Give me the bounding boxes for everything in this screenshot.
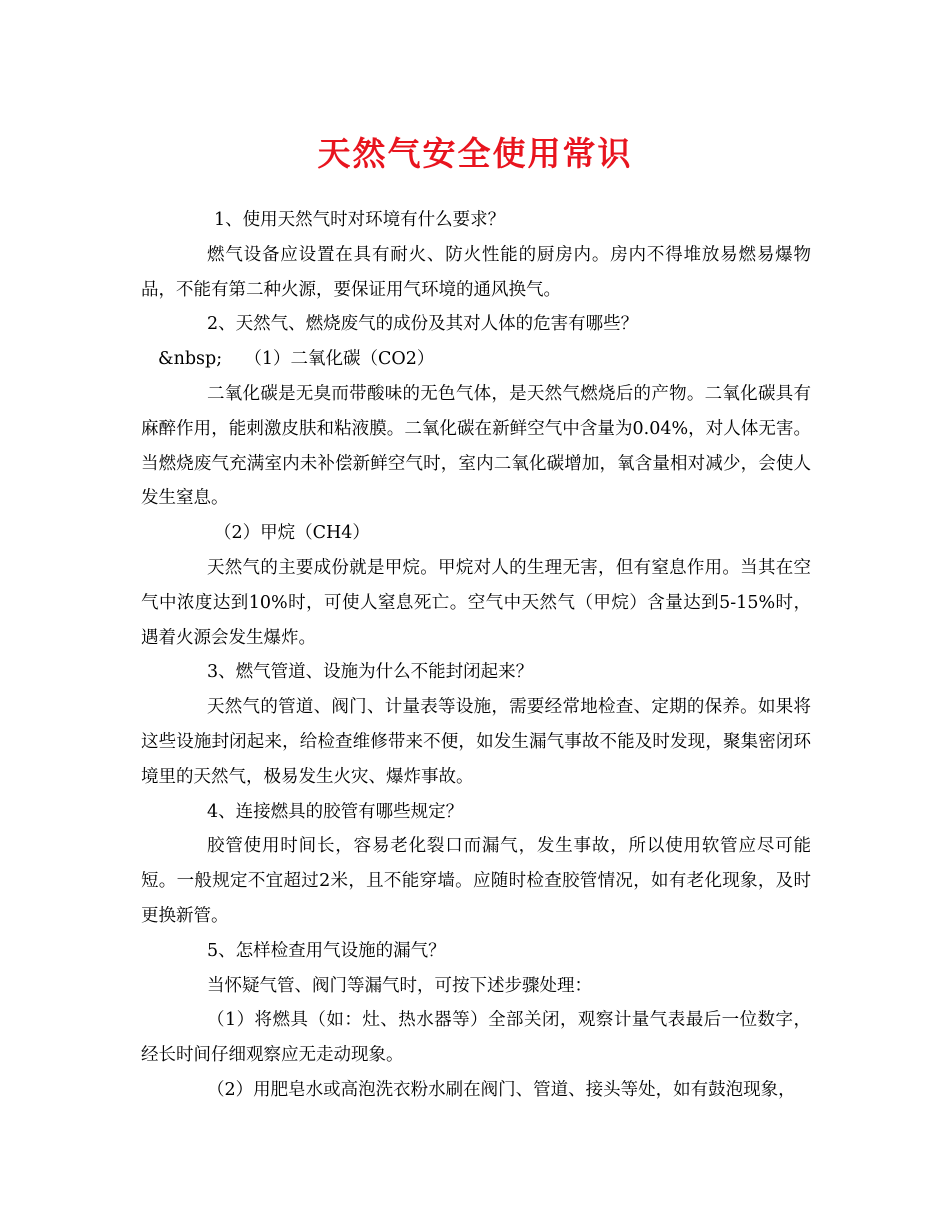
step-2-paragraph: （2）用肥皂水或高泡洗衣粉水刷在阀门、管道、接头等处，如有鼓泡现象， (207, 1079, 796, 1100)
subheading-ch4: （2）甲烷（CH4） (214, 523, 370, 544)
document-body (141, 203, 811, 1108)
answer-5-intro: 当怀疑气管、阀门等漏气时，可按下述步骤处理： (207, 975, 592, 996)
answer-4-paragraph: 胶管使用时间长，容易老化裂口而漏气，发生事故，所以使用软管应尽可能短。一般规定不宜超过2米，且不能穿墙。应随时检查胶管情况，如有老化现象，及时更换新管。 (141, 836, 811, 926)
question-2: 2、天然气、燃烧废气的成份及其对人体的危害有哪些？ (207, 314, 639, 335)
answer-1-paragraph: 燃气设备应设置在具有耐火、防火性能的厨房内。房内不得堆放易燃易爆物品，不能有第二种火源，要保证用气环境的通风换气。 (141, 244, 811, 300)
page-title: 天然气安全使用常识 (317, 134, 633, 173)
question-3: 3、燃气管道、设施为什么不能封闭起来？ (207, 662, 534, 683)
answer-3-paragraph: 天然气的管道、阀门、计量表等设施，需要经常地检查、定期的保养。如果将这些设施封闭起来，给检查维修带来不便，如发生漏气事故不能及时发现，聚集密闭环境里的天然气，极易发生火灾、爆炸事故。 (141, 697, 811, 787)
subheading-co2: &nbsp; （1）二氧化碳（CO2） (158, 349, 435, 370)
question-5: 5、怎样检查用气设施的漏气？ (207, 940, 446, 961)
question-1: 1、使用天然气时对环境有什么要求？ (214, 210, 506, 230)
question-4: 4、连接燃具的胶管有哪些规定？ (207, 801, 464, 822)
ch4-paragraph: 天然气的主要成份就是甲烷。甲烷对人的生理无害，但有窒息作用。当其在空气中浓度达到10%时，可使人窒息死亡。空气中天然气（甲烷）含量达到5-15%时，遇着火源会发生爆炸。 (141, 557, 811, 648)
step-1-paragraph: （1）将燃具（如：灶、热水器等）全部关闭，观察计量气表最后一位数字，经长时间仔细观察应无走动现象。 (141, 1010, 811, 1066)
co2-paragraph: 二氧化碳是无臭而带酸味的无色气体，是天然气燃烧后的产物。二氧化碳具有麻醉作用，能刺激皮肤和粘液膜。二氧化碳在新鲜空气中含量为0.04%，对人体无害。当燃烧废气充满室内未补偿新鲜空气时，室内二氧化碳增加，氧含量相对减少，会使人发生窒息。 (141, 383, 811, 509)
